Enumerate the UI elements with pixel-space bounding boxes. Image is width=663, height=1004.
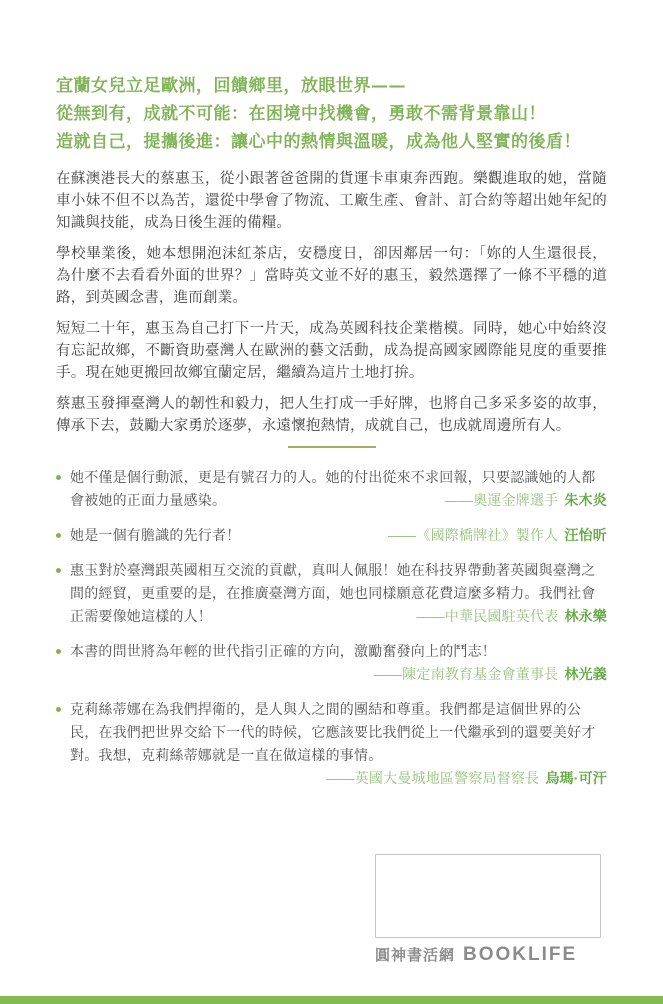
testimonial-body <box>70 466 607 512</box>
attribution-title: ——《國際橋牌社》製作人 <box>387 527 559 543</box>
testimonial-body <box>70 524 607 547</box>
publisher-name-cn: 圓神書活網 <box>375 947 456 964</box>
testimonial-quote: 她是一個有膽識的先行者！ <box>70 527 241 543</box>
publisher-logo <box>375 944 577 966</box>
intro-paragraph-2: 學校畢業後，她本想開泡沫紅茶店，安穩度日，卻因鄰居一句：「妳的人生還很長，為什麼不去看看外面的世界？」當時英文並不好的惠玉，毅然選擇了一條不平穩的道路，到英國念書，進而創業。 <box>56 246 607 306</box>
headline-line-2: 從無到有，成就不可能：在困境中找機會，勇敢不需背景靠山！ <box>56 104 546 124</box>
attribution-title: ——奧運金牌選手 <box>444 492 559 508</box>
attribution-name: 林永樂 <box>564 608 607 624</box>
testimonial-item <box>56 559 607 628</box>
testimonial-item <box>56 640 607 686</box>
barcode-placeholder-box <box>375 854 601 938</box>
booklife-logo: BOOKLIFE <box>463 944 578 965</box>
attribution-name: 林光義 <box>564 666 607 682</box>
intro-paragraphs <box>56 168 607 437</box>
attribution-title: ——英國大曼城地區警察局督察長 <box>326 770 540 786</box>
testimonial-attribution <box>416 605 607 628</box>
testimonials-section <box>56 466 607 790</box>
testimonial-item <box>56 466 607 512</box>
testimonial-body <box>70 698 607 790</box>
section-divider <box>288 446 376 448</box>
attribution-name: 汪怡昕 <box>564 527 607 543</box>
testimonial-attribution <box>374 663 607 686</box>
headline <box>56 72 607 156</box>
attribution-title: ——中華民國駐英代表 <box>416 608 559 624</box>
testimonial-quote: 本書的問世將為年輕的世代指引正確的方向，激勵奮發向上的鬥志！ <box>70 643 496 659</box>
testimonial-attribution <box>445 489 607 512</box>
bullet-icon <box>56 568 61 573</box>
bullet-icon <box>56 649 61 654</box>
testimonial-quote: 惠玉對於臺灣跟英國相互交流的貢獻，真叫人佩服！她在科技界帶動著英國與臺灣之間的經貿，更重要的是，在推廣臺灣方面，她也同樣願意花費這麼多精力。我們社會正需要像她這樣的人！ <box>70 562 596 624</box>
intro-paragraph-3: 短短二十年，惠玉為自己打下一片天，成為英國科技企業楷模。同時，她心中始終沒有忘記故鄉，不斷資助臺灣人在歐洲的藝文活動，成為提高國家國際能見度的重要推手。現在她更搬回故鄉宜蘭定居，繼續為這片土地打拚。 <box>56 321 607 381</box>
testimonial-attribution <box>326 767 607 790</box>
attribution-title: ——陳定南教育基金會董事長 <box>373 666 559 682</box>
intro-paragraph-4: 蔡惠玉發揮臺灣人的韌性和毅力，把人生打成一手好牌，也將自己多采多姿的故事，傳承下去，鼓勵大家勇於逐夢，永遠懷抱熱情，成就自己，也成就周邊所有人。 <box>56 396 607 434</box>
testimonial-quote: 她不僅是個行動派，更是有號召力的人。她的付出從來不求回報，只要認識她的人都會被她的正面力量感染。 <box>70 469 596 508</box>
bullet-icon <box>56 475 61 480</box>
book-back-cover-page <box>0 72 663 1004</box>
testimonial-body <box>70 559 607 628</box>
testimonial-attribution <box>388 524 607 547</box>
headline-line-3: 造就自己，提攜後進：讓心中的熱情與溫暖，成為他人堅實的後盾！ <box>56 132 581 152</box>
testimonial-quote: 克莉絲蒂娜在為我們捍衛的，是人與人之間的團結和尊重。我們都是這個世界的公民，在我們把世界交給下一代的時候，它應該要比我們從上一代繼承到的還要美好才對。我想，克莉絲蒂娜就是一直在做這樣的事情。 <box>70 701 596 763</box>
attribution-name: 烏瑪·可汗 <box>545 770 607 786</box>
bullet-icon <box>56 707 61 712</box>
testimonial-item <box>56 698 607 790</box>
testimonial-item <box>56 524 607 547</box>
intro-paragraph-1: 在蘇澳港長大的蔡惠玉，從小跟著爸爸開的貨運卡車東奔西跑。樂觀進取的她，當隨車小妹不但不以為苦，還從中學會了物流、工廠生產、會計、訂合約等超出她年紀的知識與技能，成為日後生涯的備糧。 <box>56 171 607 231</box>
page-content <box>0 72 663 790</box>
bottom-green-bar <box>0 996 663 1004</box>
attribution-name: 朱木炎 <box>564 492 607 508</box>
bullet-icon <box>56 533 61 538</box>
testimonial-body <box>70 640 607 686</box>
headline-line-1: 宜蘭女兒立足歐洲，回饋鄉里，放眼世界—— <box>56 76 406 96</box>
